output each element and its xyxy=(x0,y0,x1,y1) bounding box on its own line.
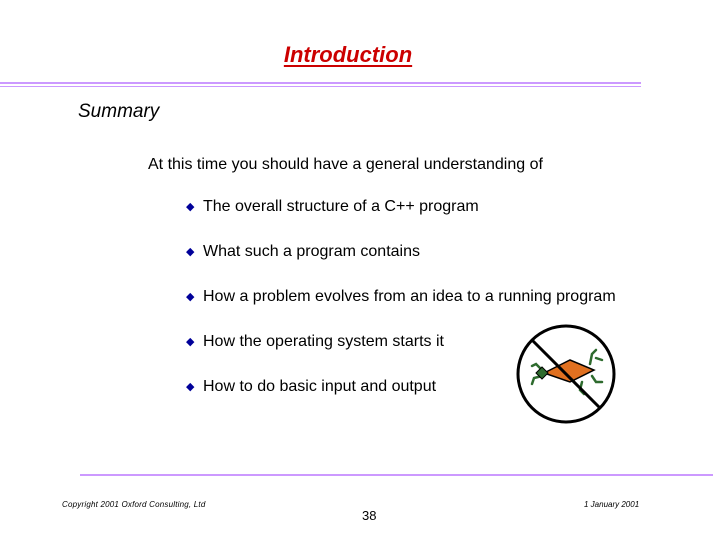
footer-copyright: Copyright 2001 Oxford Consulting, Ltd xyxy=(62,500,206,509)
top-divider xyxy=(0,82,641,87)
bullet-text: How to do basic input and output xyxy=(203,378,437,395)
bullet-text: The overall structure of a C++ program xyxy=(203,198,479,215)
diamond-bullet-icon: ◆ xyxy=(186,201,195,213)
bullet-text: How the operating system starts it xyxy=(203,333,444,350)
bullet-text: How a problem evolves from an idea to a running program xyxy=(203,288,616,305)
bullet-item xyxy=(186,241,616,286)
bullet-text: What such a program contains xyxy=(203,243,420,260)
footer-date: 1 January 2001 xyxy=(584,500,640,509)
no-bugs-icon xyxy=(512,320,620,428)
diamond-bullet-icon: ◆ xyxy=(186,291,195,303)
diamond-bullet-icon: ◆ xyxy=(186,336,195,348)
bullet-item xyxy=(186,196,616,241)
slide-subtitle: Summary xyxy=(78,101,160,122)
diamond-bullet-icon: ◆ xyxy=(186,381,195,393)
slide-title: Introduction xyxy=(283,42,413,67)
page-number: 38 xyxy=(362,508,377,523)
intro-text: At this time you should have a general understanding of xyxy=(148,156,543,173)
diamond-bullet-icon: ◆ xyxy=(186,246,195,258)
bottom-divider xyxy=(80,474,713,476)
